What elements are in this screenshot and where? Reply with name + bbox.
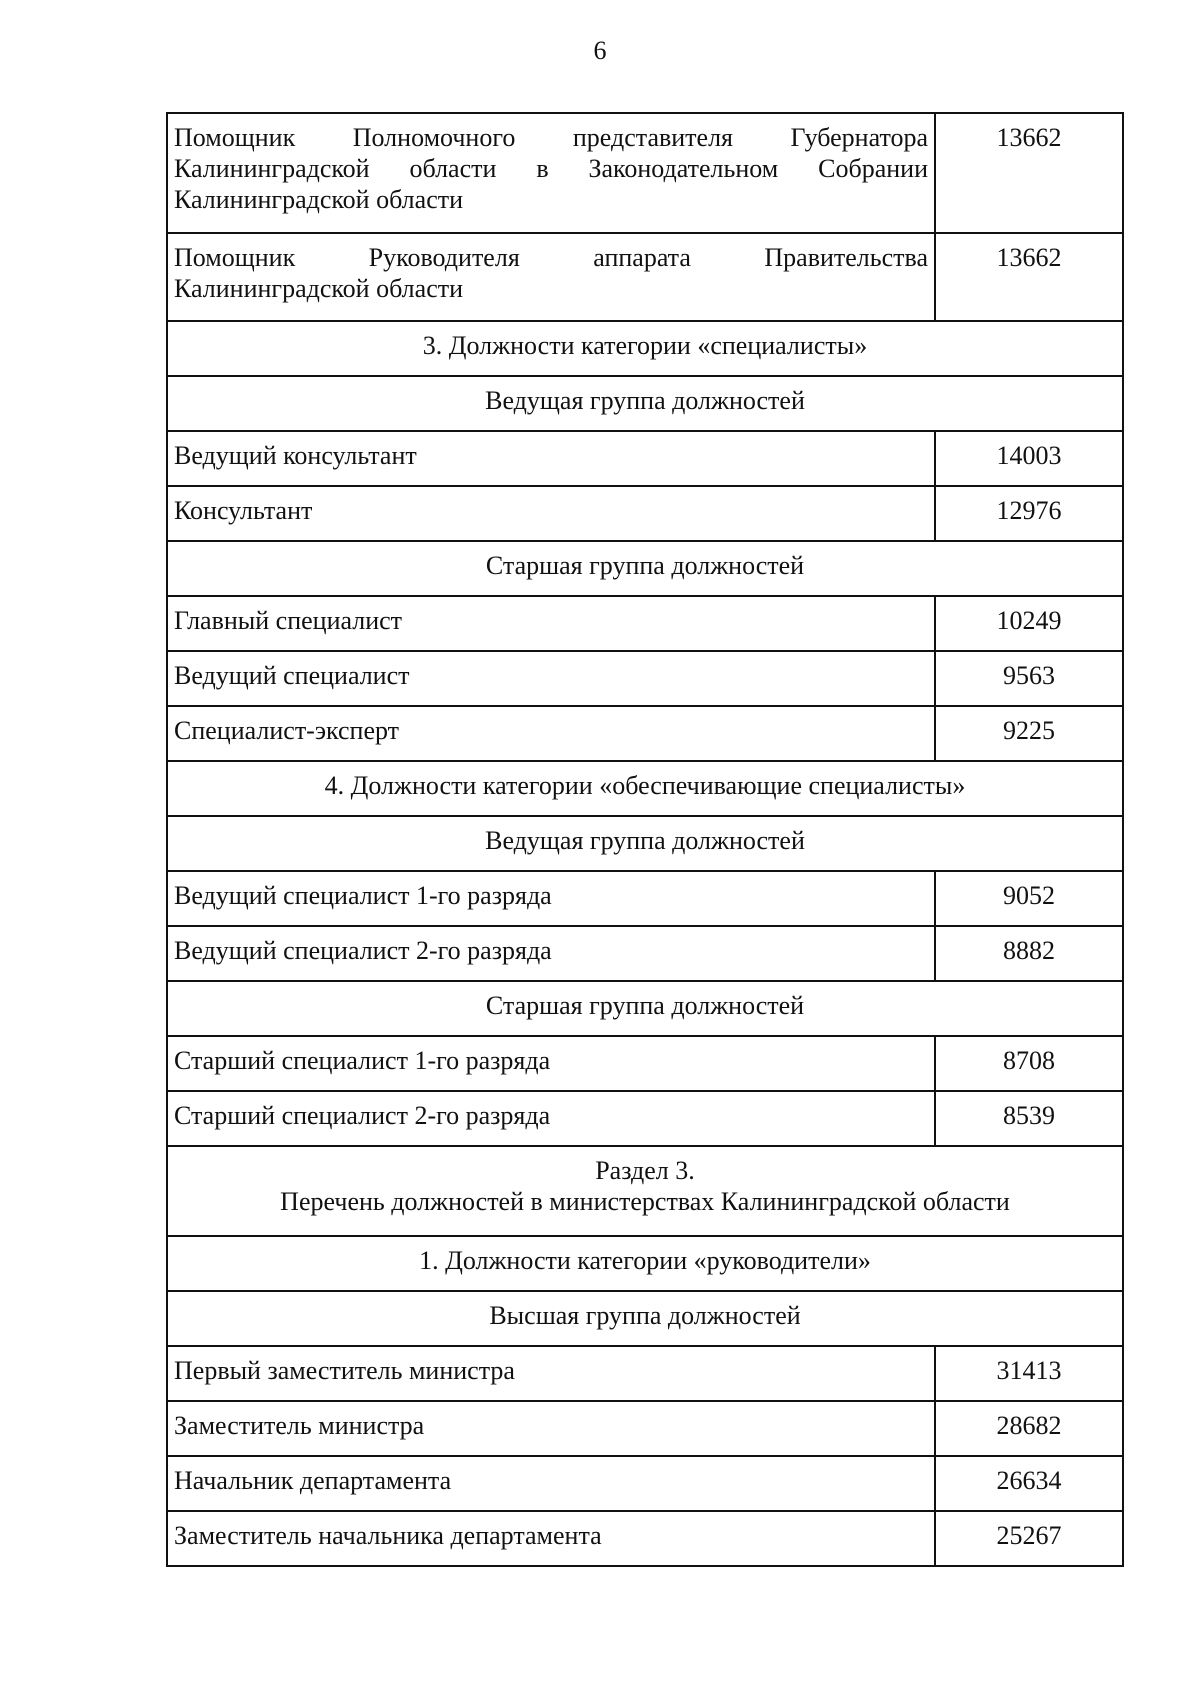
position-row: [167, 1036, 1123, 1091]
group-header-text: 4. Должности категории «обеспечивающие специалисты»: [324, 771, 966, 800]
salary-value: 28682: [935, 1401, 1123, 1456]
group-header-row: [167, 321, 1123, 376]
group-header-cell: [167, 376, 1123, 431]
position-name: Старший специалист 1-го разряда: [167, 1036, 935, 1091]
group-header-cell: [167, 541, 1123, 596]
position-name: Начальник департамента: [167, 1456, 935, 1511]
group-header-text: 3. Должности категории «специалисты»: [422, 331, 868, 360]
position-row: [167, 233, 1123, 321]
salary-value: 8708: [935, 1036, 1123, 1091]
group-header-row: [167, 816, 1123, 871]
group-header-text: Ведущая группа должностей: [485, 826, 805, 855]
salary-value: 14003: [935, 431, 1123, 486]
group-header-cell: [167, 816, 1123, 871]
group-header-row: [167, 761, 1123, 816]
group-header-text: Ведущая группа должностей: [485, 386, 805, 415]
position-name: Ведущий специалист 1-го разряда: [167, 871, 935, 926]
position-row: [167, 431, 1123, 486]
salary-value: 25267: [935, 1511, 1123, 1566]
position-name: Помощник Полномочного представителя Губернатора Калининградской области в Законодательном Собрании Калининградской области: [167, 113, 935, 233]
group-header-row: [167, 376, 1123, 431]
group-header-text: Старшая группа должностей: [485, 551, 805, 580]
position-name: Первый заместитель министра: [167, 1346, 935, 1401]
position-name: Ведущий специалист 2-го разряда: [167, 926, 935, 981]
salary-value: 9563: [935, 651, 1123, 706]
position-row: [167, 1456, 1123, 1511]
position-name: Консультант: [167, 486, 935, 541]
group-header-cell: [167, 981, 1123, 1036]
position-row: [167, 486, 1123, 541]
position-name: Ведущий консультант: [167, 431, 935, 486]
position-row: [167, 1346, 1123, 1401]
table-body: [167, 113, 1123, 1566]
group-header-cell: [167, 1146, 1123, 1236]
position-name: Ведущий специалист: [167, 651, 935, 706]
position-name: Старший специалист 2-го разряда: [167, 1091, 935, 1146]
salary-value: 10249: [935, 596, 1123, 651]
page-number: 6: [593, 36, 607, 65]
group-header-text: Старшая группа должностей: [485, 991, 805, 1020]
position-row: [167, 596, 1123, 651]
group-header-row: [167, 541, 1123, 596]
position-name: Помощник Руководителя аппарата Правительства Калининградской области: [167, 233, 935, 321]
group-header-text: 1. Должности категории «руководители»: [419, 1246, 871, 1275]
position-row: [167, 926, 1123, 981]
salary-value: 8882: [935, 926, 1123, 981]
group-header-row: [167, 1291, 1123, 1346]
group-header-text: Высшая группа должностей: [489, 1301, 801, 1330]
group-header-text: Перечень должностей в министерствах Калининградской области: [280, 1187, 1010, 1216]
salary-value: 31413: [935, 1346, 1123, 1401]
salary-value: 13662: [935, 113, 1123, 233]
salary-value: 12976: [935, 486, 1123, 541]
position-row: [167, 706, 1123, 761]
group-header-row: [167, 981, 1123, 1036]
position-row: [167, 1401, 1123, 1456]
group-header-cell: [167, 1236, 1123, 1291]
salary-value: 26634: [935, 1456, 1123, 1511]
salary-value: 13662: [935, 233, 1123, 321]
position-name: Специалист-эксперт: [167, 706, 935, 761]
position-row: [167, 113, 1123, 233]
group-header-row: [167, 1146, 1123, 1236]
salary-value: 8539: [935, 1091, 1123, 1146]
position-name: Заместитель министра: [167, 1401, 935, 1456]
position-name: Заместитель начальника департамента: [167, 1511, 935, 1566]
group-header-cell: [167, 321, 1123, 376]
position-name: Главный специалист: [167, 596, 935, 651]
group-header-row: [167, 1236, 1123, 1291]
position-row: [167, 1511, 1123, 1566]
group-header-cell: [167, 761, 1123, 816]
salary-value: 9052: [935, 871, 1123, 926]
group-header-text: Раздел 3.: [595, 1156, 695, 1185]
group-header-cell: [167, 1291, 1123, 1346]
salary-table: [166, 112, 1124, 1567]
position-row: [167, 1091, 1123, 1146]
position-row: [167, 651, 1123, 706]
position-row: [167, 871, 1123, 926]
salary-value: 9225: [935, 706, 1123, 761]
